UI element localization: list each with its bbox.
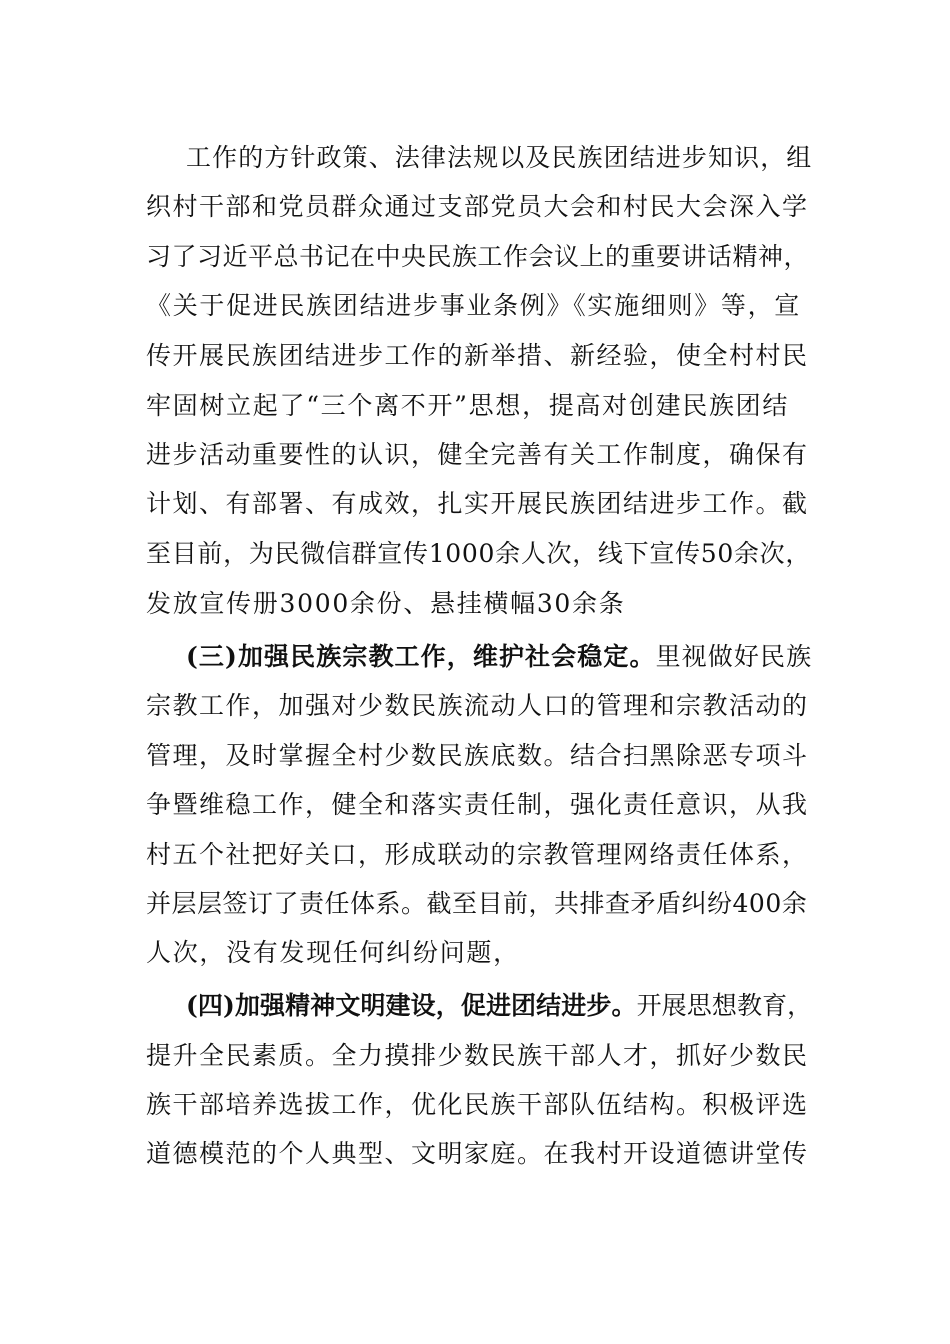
body-line: 并层层签订了责任体系。截至目前，共排查矛盾纠纷400余	[146, 889, 808, 918]
section-heading: (三)加强民族宗教工作，维护社会稳定。	[186, 642, 656, 671]
body-line: 计划、有部署、有成效，扎实开展民族团结进步工作。截	[146, 489, 809, 518]
body-line: 人次，没有发现任何纠纷问题，	[146, 938, 520, 967]
body-line: 进步活动重要性的认识，健全完善有关工作制度，确保有	[146, 440, 809, 469]
body-line: 争暨维稳工作，健全和落实责任制，强化责任意识，从我	[146, 790, 809, 819]
body-line: 宗教工作，加强对少数民族流动人口的管理和宗教活动的	[146, 691, 809, 720]
body-line: 提升全民素质。全力摸排少数民族干部人才，抓好少数民	[146, 1041, 809, 1070]
body-text: 里视做好民族	[655, 642, 813, 671]
body-line: 道德模范的个人典型、文明家庭。在我村开设道德讲堂传	[146, 1139, 809, 1168]
body-line: 管理，及时掌握全村少数民族底数。结合扫黑除恶专项斗	[146, 741, 809, 770]
section-heading-line	[186, 637, 812, 677]
body-line: 至目前，为民微信群宣传1000余人次，线下宣传50余次，	[146, 539, 812, 568]
section-heading: (四)加强精神文明建设，促进团结进步。	[186, 991, 637, 1020]
section-heading-line	[186, 986, 812, 1026]
body-line: 传开展民族团结进步工作的新举措、新经验，使全村村民	[146, 341, 809, 370]
body-line: 发放宣传册3000余份、悬挂横幅30余条	[146, 589, 626, 618]
body-line: 工作的方针政策、法律法规以及民族团结进步知识，组	[186, 143, 813, 172]
body-line: 习了习近平总书记在中央民族工作会议上的重要讲话精神，	[146, 242, 810, 271]
body-line: 族干部培养选拔工作，优化民族干部队伍结构。积极评选	[146, 1090, 809, 1119]
body-text: 开展思想教育，	[636, 991, 813, 1020]
body-line: 村五个社把好关口，形成联动的宗教管理网络责任体系，	[146, 840, 809, 869]
body-line: 织村干部和党员群众通过支部党员大会和村民大会深入学	[146, 192, 809, 221]
body-line: 《关于促进民族团结进步事业条例》《实施细则》等，宣	[146, 291, 802, 320]
body-line: 牢固树立起了“三个离不开”思想，提高对创建民族团结	[146, 391, 790, 420]
